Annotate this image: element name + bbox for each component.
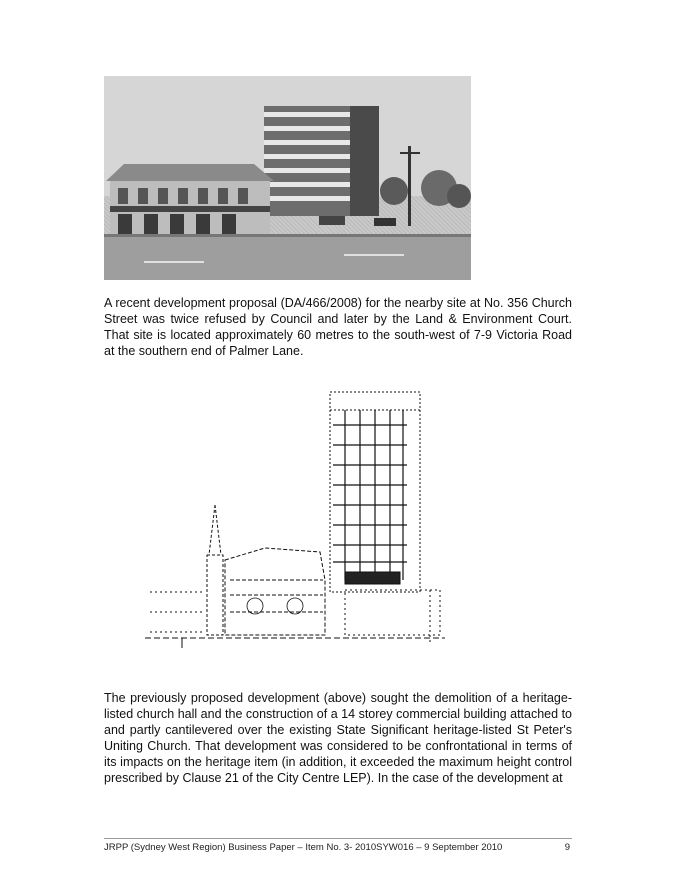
street-photo-icon [104, 76, 471, 280]
page-number: 9 [564, 842, 570, 853]
paragraph-previous-proposal: A recent development proposal (DA/466/2008) for the nearby site at No. 356 Church Street was twice refused by Council and later by the Land & Environment Court. That site is located approximately 60 metres to the south-west of 7-9 Victoria Road at the southern end of Palmer Lane. [104, 296, 572, 358]
street-photo [104, 76, 471, 280]
building-elevation-icon [145, 380, 445, 648]
elevation-drawing [145, 380, 445, 648]
footer-text: JRPP (Sydney West Region) Business Paper – Item No. 3- 2010SYW016 – 9 September 2010 [104, 842, 503, 853]
paragraph-heritage-impact: The previously proposed development (above) sought the demolition of a heritage-listed church hall and the construction of a 14 storey commercial building attached to and partly cantilevered over the existing State Significant heritage-listed St Peter's Uniting Church. That development was considered to be confrontational in terms of its impacts on the heritage item (in addition, it exceeded the maximum height control prescribed by Clause 21 of the City Centre LEP). In the case of the development at [104, 691, 572, 785]
footer-divider [104, 838, 572, 839]
